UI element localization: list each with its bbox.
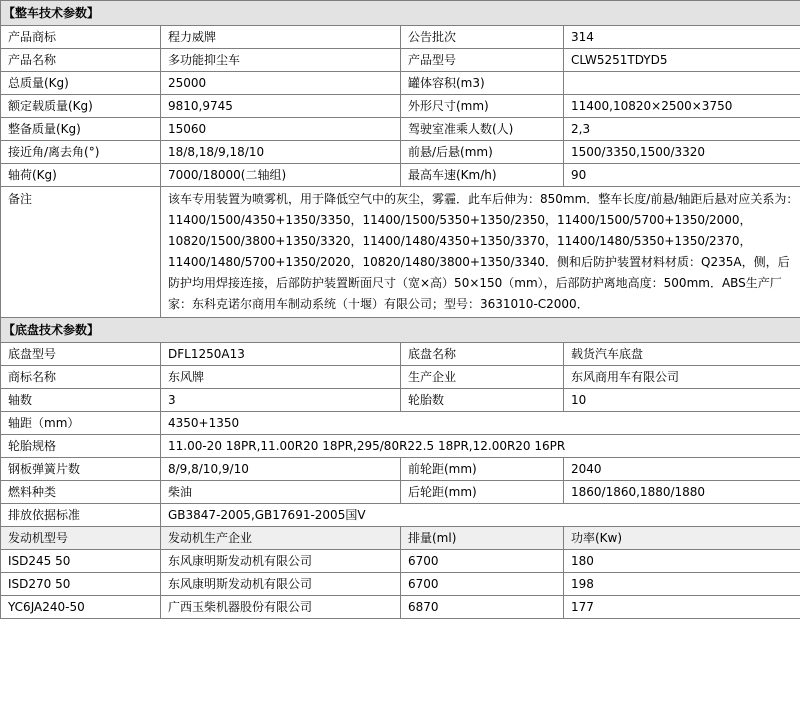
engine-power: 180 [564,550,800,573]
engine-power: 177 [564,596,800,619]
field-value: 2,3 [564,118,800,141]
field-value: CLW5251TDYD5 [564,49,800,72]
field-value: 多功能抑尘车 [161,49,401,72]
field-label: 底盘型号 [1,343,161,366]
field-value: 25000 [161,72,401,95]
field-label: 产品名称 [1,49,161,72]
engine-model: ISD245 50 [1,550,161,573]
column-header: 排量(ml) [401,527,564,550]
field-label: 燃料种类 [1,481,161,504]
table-row [1,26,800,49]
field-label: 最高车速(Km/h) [401,164,564,187]
field-label: 排放依据标准 [1,504,161,527]
field-value: 4350+1350 [161,412,800,435]
field-value: DFL1250A13 [161,343,401,366]
column-header: 发动机生产企业 [161,527,401,550]
field-label: 接近角/离去角(°) [1,141,161,164]
field-value: 载货汽车底盘 [564,343,800,366]
field-value: 7000/18000(二轴组) [161,164,401,187]
remark-text: 该车专用装置为喷雾机，用于降低空气中的灰尘，雾霾．此车后伸为：850mm．整车长度/前悬/轴距后悬对应关系为：11400/1500/4350+1350/3350，11400/1500/5350+1350/2350，11400/1500/5700+1350/2000，10820/1500/3800+1350/3320，11400/1480/4350+1350/3370，11400/1480/5350+1350/2370，11400/1480/5700+1350/2020，10820/1480/3800+1350/3340．侧和后防护装置材料材质：Q235A，侧，后防护均用焊接连接，后部防护装置断面尺寸（宽×高）50×150（mm），后部防护离地高度：500mm．ABS生产厂家：东科克诺尔商用车制动系统（十堰）有限公司；型号：3631010-C2000． [161,187,800,318]
field-label: 公告批次 [401,26,564,49]
field-value: 1500/3350,1500/3320 [564,141,800,164]
engine-table-header [1,527,800,550]
field-label: 前悬/后悬(mm) [401,141,564,164]
field-label: 前轮距(mm) [401,458,564,481]
field-value: 东风牌 [161,366,401,389]
remark-row [1,187,800,318]
field-label: 额定载质量(Kg) [1,95,161,118]
field-label: 生产企业 [401,366,564,389]
field-label: 总质量(Kg) [1,72,161,95]
engine-power: 198 [564,573,800,596]
field-label: 产品商标 [1,26,161,49]
table-row [1,412,800,435]
vehicle-section-header [1,1,800,26]
field-value: 东风商用车有限公司 [564,366,800,389]
field-label: 整备质量(Kg) [1,118,161,141]
engine-row [1,550,800,573]
table-row [1,481,800,504]
table-row [1,435,800,458]
table-row [1,95,800,118]
engine-maker: 广西玉柴机器股份有限公司 [161,596,401,619]
table-row [1,164,800,187]
field-label: 轮胎数 [401,389,564,412]
field-label: 轮胎规格 [1,435,161,458]
field-label: 轴数 [1,389,161,412]
field-value: 11.00-20 18PR,11.00R20 18PR,295/80R22.5 18PR,12.00R20 16PR [161,435,800,458]
field-label: 底盘名称 [401,343,564,366]
chassis-section-header [1,318,800,343]
field-label: 后轮距(mm) [401,481,564,504]
table-row [1,343,800,366]
table-row [1,49,800,72]
table-row [1,458,800,481]
field-value: GB3847-2005,GB17691-2005国V [161,504,800,527]
field-label: 产品型号 [401,49,564,72]
field-value: 10 [564,389,800,412]
engine-maker: 东风康明斯发动机有限公司 [161,573,401,596]
field-label: 商标名称 [1,366,161,389]
field-value: 1860/1860,1880/1880 [564,481,800,504]
field-label: 钢板弹簧片数 [1,458,161,481]
field-value: 314 [564,26,800,49]
field-value: 程力威牌 [161,26,401,49]
column-header: 发动机型号 [1,527,161,550]
table-row [1,504,800,527]
field-label: 驾驶室准乘人数(人) [401,118,564,141]
section-title: 【整车技术参数】 [1,1,800,26]
field-value: 8/9,8/10,9/10 [161,458,401,481]
engine-model: ISD270 50 [1,573,161,596]
field-label: 轴荷(Kg) [1,164,161,187]
field-value: 3 [161,389,401,412]
engine-displacement: 6870 [401,596,564,619]
engine-displacement: 6700 [401,573,564,596]
engine-displacement: 6700 [401,550,564,573]
field-label: 外形尺寸(mm) [401,95,564,118]
field-value: 柴油 [161,481,401,504]
table-row [1,118,800,141]
field-value: 2040 [564,458,800,481]
engine-model: YC6JA240-50 [1,596,161,619]
remark-label: 备注 [1,187,161,318]
field-value: 11400,10820×2500×3750 [564,95,800,118]
field-value: 90 [564,164,800,187]
engine-row [1,596,800,619]
field-label: 轴距（mm） [1,412,161,435]
table-row [1,366,800,389]
field-label: 罐体容积(m3) [401,72,564,95]
section-title: 【底盘技术参数】 [1,318,800,343]
column-header: 功率(Kw) [564,527,800,550]
field-value [564,72,800,95]
table-row [1,389,800,412]
field-value: 18/8,18/9,18/10 [161,141,401,164]
table-row [1,141,800,164]
table-row [1,72,800,95]
field-value: 15060 [161,118,401,141]
engine-maker: 东风康明斯发动机有限公司 [161,550,401,573]
field-value: 9810,9745 [161,95,401,118]
engine-row [1,573,800,596]
